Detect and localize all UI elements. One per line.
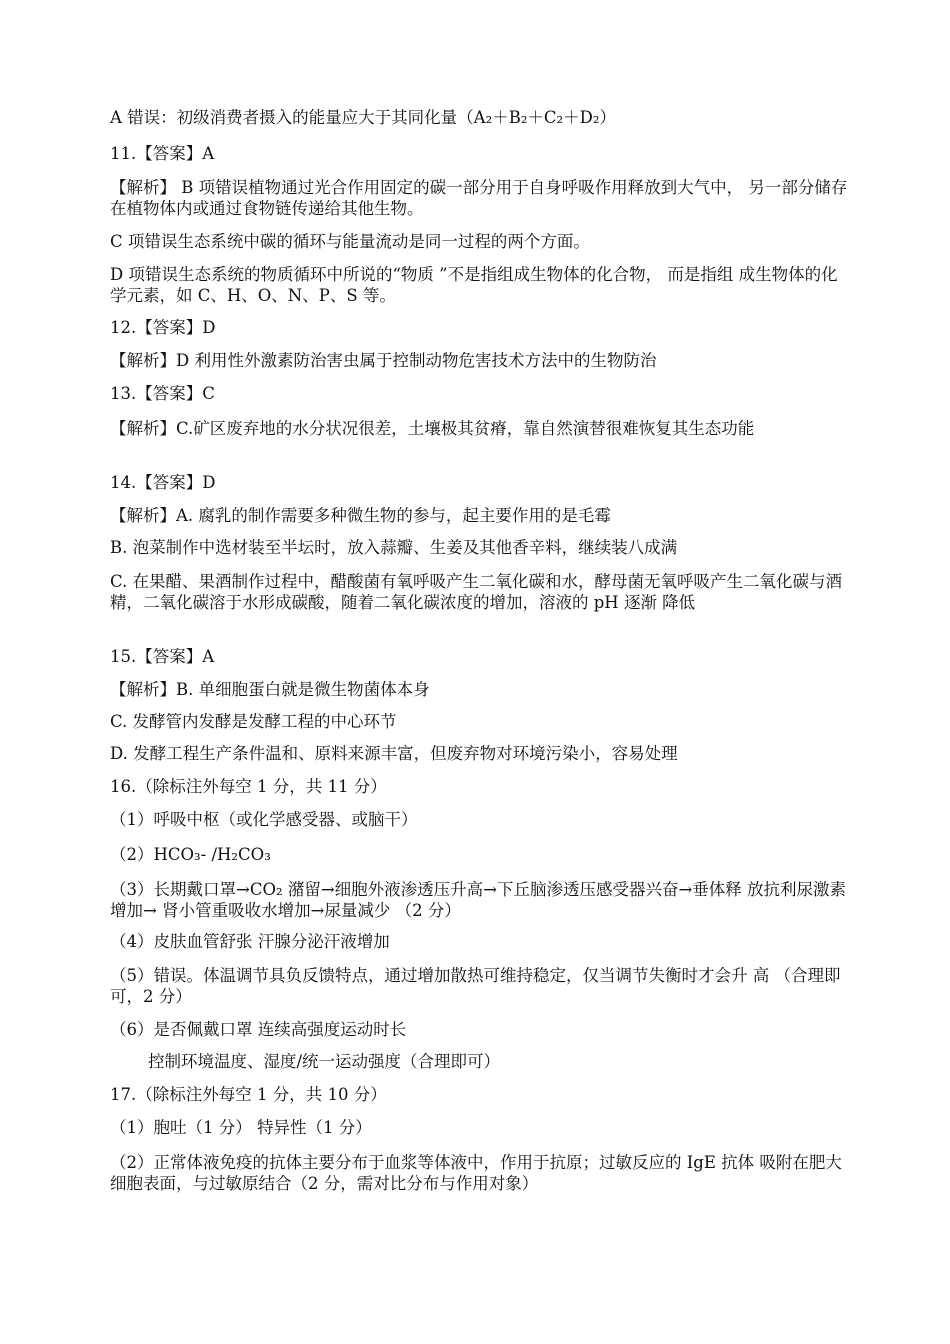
analysis-11-d: D 项错误生态系统的物质循环中所说的“物质 ”不是指组成生物体的化合物， 而是指组 成生物体的化学元素，如 C、H、O、N、P、S 等。 bbox=[110, 265, 838, 305]
answer-13: 13.【答案】C bbox=[110, 384, 215, 403]
q16-part-5: （5）错误。体温调节具负反馈特点，通过增加散热可维持稳定，仅当调节失衡时才会升 高 （合理即可，2 分） bbox=[110, 966, 841, 1006]
analysis-15-d: D. 发酵工程生产条件温和、原料来源丰富，但废弃物对环境污染小，容易处理 bbox=[110, 744, 678, 763]
q17-part-2: （2）正常体液免疫的抗体主要分布于血浆等体液中，作用于抗原；过敏反应的 IgE 抗体 吸附在肥大细胞表面，与过敏原结合（2 分，需对比分布与作用对象） bbox=[110, 1153, 842, 1193]
answer-11: 11.【答案】A bbox=[110, 144, 215, 163]
q16-part-6: （6）是否佩戴口罩 连续高强度运动时长 bbox=[110, 1020, 407, 1039]
analysis-15-b: 【解析】B. 单细胞蛋白就是微生物菌体本身 bbox=[110, 680, 430, 699]
q16-part-6-continued: 控制环境温度、湿度/统一运动强度（合理即可） bbox=[148, 1052, 501, 1071]
q16-part-4: （4）皮肤血管舒张 汗腺分泌汗液增加 bbox=[110, 932, 390, 951]
answer-12: 12.【答案】D bbox=[110, 318, 216, 337]
analysis-13: 【解析】C.矿区废弃地的水分状况很差，土壤极其贫瘠，靠自然演替很难恢复其生态功能 bbox=[110, 419, 755, 438]
q17-part-1: （1）胞吐（1 分） 特异性（1 分） bbox=[110, 1118, 372, 1137]
q16-part-1: （1）呼吸中枢（或化学感受器、或脑干） bbox=[110, 810, 418, 829]
analysis-14-a: 【解析】A. 腐乳的制作需要多种微生物的参与，起主要作用的是毛霉 bbox=[110, 506, 611, 525]
text-line: A 错误：初级消费者摄入的能量应大于其同化量（A₂＋B₂＋C₂＋D₂） bbox=[110, 108, 617, 127]
analysis-14-c: C. 在果醋、果酒制作过程中，醋酸菌有氧呼吸产生二氧化碳和水，酵母菌无氧呼吸产生二氧化碳与酒精，二氧化碳溶于水形成碳酸，随着二氧化碳浓度的增加，溶液的 pH 逐渐 降低 bbox=[110, 572, 843, 612]
answer-15: 15.【答案】A bbox=[110, 647, 215, 666]
analysis-11-c: C 项错误生态系统中碳的循环与能量流动是同一过程的两个方面。 bbox=[110, 232, 590, 251]
analysis-14-b: B. 泡菜制作中选材装至半坛时，放入蒜瓣、生姜及其他香辛料，继续装八成满 bbox=[110, 538, 678, 557]
q16-part-3: （3）长期戴口罩→CO₂ 潴留→细胞外液渗透压升高→下丘脑渗透压感受器兴奋→垂体释 放抗利尿激素增加→ 肾小管重吸收水增加→尿量减少 （2 分） bbox=[110, 880, 847, 920]
analysis-11-b: 【解析】 B 项错误植物通过光合作用固定的碳一部分用于自身呼吸作用释放到大气中， 另一部分储存在植物体内或通过食物链传递给其他生物。 bbox=[110, 178, 848, 218]
question-16-header: 16.（除标注外每空 1 分，共 11 分） bbox=[110, 777, 387, 796]
analysis-15-c: C. 发酵管内发酵是发酵工程的中心环节 bbox=[110, 712, 397, 731]
answer-14: 14.【答案】D bbox=[110, 473, 216, 492]
q16-part-2: （2）HCO₃- /H₂CO₃ bbox=[110, 845, 271, 864]
question-17-header: 17.（除标注外每空 1 分，共 10 分） bbox=[110, 1085, 387, 1104]
analysis-12: 【解析】D 利用性外激素防治害虫属于控制动物危害技术方法中的生物防治 bbox=[110, 351, 657, 370]
